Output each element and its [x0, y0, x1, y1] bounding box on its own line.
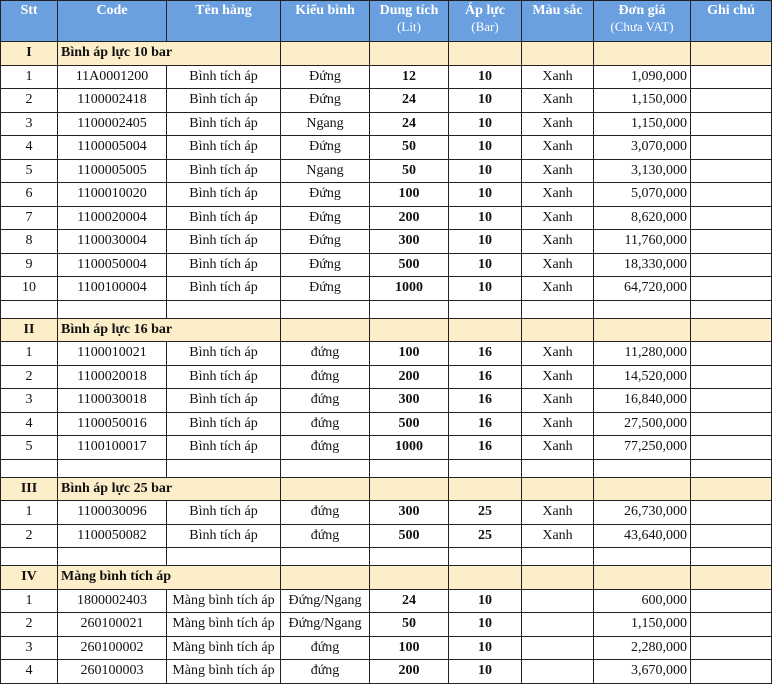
note-cell	[691, 501, 772, 525]
empty-cell	[691, 318, 772, 342]
capacity-cell: 200	[370, 365, 449, 389]
code-cell: 1100010020	[58, 183, 167, 207]
capacity-cell: 300	[370, 501, 449, 525]
section-title: Bình áp lực 16 bar	[58, 318, 281, 342]
price-cell: 1,090,000	[594, 65, 691, 89]
code-cell: 1100010021	[58, 342, 167, 366]
stt-cell: 3	[1, 389, 58, 413]
code-cell: 1100002418	[58, 89, 167, 113]
note-cell	[691, 159, 772, 183]
color-cell: Xanh	[522, 159, 594, 183]
pressure-cell: 16	[449, 436, 522, 460]
price-cell: 3,130,000	[594, 159, 691, 183]
pressure-cell: 10	[449, 112, 522, 136]
color-cell: Xanh	[522, 412, 594, 436]
price-cell: 43,640,000	[594, 524, 691, 548]
type-cell: Đứng	[281, 230, 370, 254]
empty-cell	[281, 548, 370, 566]
note-cell	[691, 89, 772, 113]
header-price: Đơn giá (Chưa VAT)	[594, 1, 691, 42]
name-cell: Bình tích áp	[167, 524, 281, 548]
type-cell: Ngang	[281, 159, 370, 183]
price-cell: 5,070,000	[594, 183, 691, 207]
table-row	[1, 342, 772, 366]
capacity-cell: 100	[370, 342, 449, 366]
section-title: Bình áp lực 10 bar	[58, 42, 281, 66]
pressure-cell: 16	[449, 389, 522, 413]
capacity-cell: 100	[370, 183, 449, 207]
empty-cell	[167, 548, 281, 566]
empty-cell	[281, 300, 370, 318]
stt-cell: 3	[1, 636, 58, 660]
empty-cell	[594, 548, 691, 566]
stt-cell: 2	[1, 89, 58, 113]
empty-cell	[691, 548, 772, 566]
code-cell: 1100100017	[58, 436, 167, 460]
capacity-cell: 1000	[370, 436, 449, 460]
price-cell: 26,730,000	[594, 501, 691, 525]
pressure-cell: 10	[449, 89, 522, 113]
note-cell	[691, 412, 772, 436]
pressure-cell: 10	[449, 136, 522, 160]
header-color: Màu sắc	[522, 1, 594, 42]
empty-cell	[594, 300, 691, 318]
header-code: Code	[58, 1, 167, 42]
name-cell: Bình tích áp	[167, 365, 281, 389]
empty-cell	[370, 300, 449, 318]
header-price-note: (Chưa VAT)	[610, 19, 674, 34]
capacity-cell: 200	[370, 206, 449, 230]
note-cell	[691, 230, 772, 254]
stt-cell: 2	[1, 365, 58, 389]
pressure-cell: 10	[449, 183, 522, 207]
stt-cell: 6	[1, 183, 58, 207]
price-cell: 18,330,000	[594, 253, 691, 277]
empty-cell	[370, 566, 449, 590]
empty-cell	[594, 459, 691, 477]
color-cell: Xanh	[522, 65, 594, 89]
table-row	[1, 365, 772, 389]
color-cell: Xanh	[522, 389, 594, 413]
capacity-cell: 500	[370, 253, 449, 277]
note-cell	[691, 65, 772, 89]
color-cell: Xanh	[522, 436, 594, 460]
table-row	[1, 230, 772, 254]
empty-cell	[522, 300, 594, 318]
stt-cell: 1	[1, 589, 58, 613]
price-cell: 1,150,000	[594, 613, 691, 637]
type-cell: đứng	[281, 524, 370, 548]
stt-cell: 2	[1, 524, 58, 548]
price-cell: 16,840,000	[594, 389, 691, 413]
capacity-cell: 1000	[370, 277, 449, 301]
empty-cell	[281, 566, 370, 590]
pressure-cell: 16	[449, 365, 522, 389]
color-cell: Xanh	[522, 112, 594, 136]
note-cell	[691, 112, 772, 136]
code-cell: 1100020018	[58, 365, 167, 389]
stt-cell: 5	[1, 436, 58, 460]
pressure-cell: 10	[449, 253, 522, 277]
table-row	[1, 136, 772, 160]
color-cell: Xanh	[522, 524, 594, 548]
empty-cell	[594, 318, 691, 342]
name-cell: Bình tích áp	[167, 183, 281, 207]
empty-cell	[58, 548, 167, 566]
empty-cell	[370, 548, 449, 566]
name-cell: Bình tích áp	[167, 412, 281, 436]
price-cell: 600,000	[594, 589, 691, 613]
empty-cell	[691, 42, 772, 66]
price-cell: 64,720,000	[594, 277, 691, 301]
stt-cell: 1	[1, 501, 58, 525]
note-cell	[691, 389, 772, 413]
color-cell: Xanh	[522, 365, 594, 389]
table-row	[1, 524, 772, 548]
type-cell: đứng	[281, 436, 370, 460]
table-row	[1, 436, 772, 460]
table-row	[1, 277, 772, 301]
empty-cell	[594, 42, 691, 66]
empty-cell	[281, 459, 370, 477]
price-cell: 14,520,000	[594, 365, 691, 389]
note-cell	[691, 365, 772, 389]
stt-cell: 4	[1, 660, 58, 684]
header-row	[1, 1, 772, 42]
note-cell	[691, 660, 772, 684]
pressure-cell: 10	[449, 206, 522, 230]
pressure-cell: 10	[449, 277, 522, 301]
capacity-cell: 500	[370, 524, 449, 548]
name-cell: Bình tích áp	[167, 342, 281, 366]
stt-cell: 4	[1, 136, 58, 160]
color-cell: Xanh	[522, 89, 594, 113]
section-header-row	[1, 477, 772, 501]
empty-cell	[522, 318, 594, 342]
stt-cell: 9	[1, 253, 58, 277]
color-cell	[522, 613, 594, 637]
pressure-cell: 10	[449, 589, 522, 613]
price-cell: 11,760,000	[594, 230, 691, 254]
empty-cell	[370, 477, 449, 501]
header-capacity: Dung tích (Lit)	[370, 1, 449, 42]
code-cell: 1100050082	[58, 524, 167, 548]
capacity-cell: 24	[370, 112, 449, 136]
code-cell: 260100003	[58, 660, 167, 684]
note-cell	[691, 436, 772, 460]
empty-cell	[691, 566, 772, 590]
pressure-cell: 10	[449, 660, 522, 684]
color-cell: Xanh	[522, 342, 594, 366]
empty-cell	[167, 459, 281, 477]
name-cell: Bình tích áp	[167, 277, 281, 301]
pressure-cell: 10	[449, 65, 522, 89]
capacity-cell: 500	[370, 412, 449, 436]
pressure-cell: 25	[449, 501, 522, 525]
capacity-cell: 300	[370, 389, 449, 413]
empty-cell	[1, 548, 58, 566]
empty-cell	[370, 318, 449, 342]
type-cell: Đứng/Ngang	[281, 613, 370, 637]
stt-cell: 10	[1, 277, 58, 301]
note-cell	[691, 277, 772, 301]
code-cell: 1100002405	[58, 112, 167, 136]
name-cell: Bình tích áp	[167, 159, 281, 183]
color-cell	[522, 636, 594, 660]
type-cell: Đứng	[281, 89, 370, 113]
name-cell: Bình tích áp	[167, 206, 281, 230]
name-cell: Bình tích áp	[167, 389, 281, 413]
table-row	[1, 65, 772, 89]
color-cell	[522, 589, 594, 613]
empty-cell	[522, 477, 594, 501]
spacer-row	[1, 300, 772, 318]
price-cell: 1,150,000	[594, 112, 691, 136]
table-header	[1, 1, 772, 42]
empty-cell	[449, 548, 522, 566]
stt-cell: 8	[1, 230, 58, 254]
stt-cell: 5	[1, 159, 58, 183]
note-cell	[691, 206, 772, 230]
code-cell: 1100100004	[58, 277, 167, 301]
spacer-row	[1, 459, 772, 477]
price-cell: 27,500,000	[594, 412, 691, 436]
empty-cell	[522, 42, 594, 66]
stt-cell: 1	[1, 65, 58, 89]
code-cell: 1100020004	[58, 206, 167, 230]
section-title: Màng bình tích áp	[58, 566, 281, 590]
capacity-cell: 200	[370, 660, 449, 684]
section-number: I	[1, 42, 58, 66]
header-pressure: Áp lực (Bar)	[449, 1, 522, 42]
stt-cell: 2	[1, 613, 58, 637]
empty-cell	[449, 477, 522, 501]
header-type: Kiểu bình	[281, 1, 370, 42]
section-title: Bình áp lực 25 bar	[58, 477, 281, 501]
empty-cell	[449, 566, 522, 590]
table-row	[1, 412, 772, 436]
empty-cell	[370, 42, 449, 66]
table-row	[1, 589, 772, 613]
name-cell: Bình tích áp	[167, 501, 281, 525]
type-cell: Đứng	[281, 183, 370, 207]
empty-cell	[370, 459, 449, 477]
capacity-cell: 50	[370, 613, 449, 637]
table-row	[1, 183, 772, 207]
pressure-cell: 25	[449, 524, 522, 548]
table-body	[1, 42, 772, 684]
code-cell: 1800002403	[58, 589, 167, 613]
type-cell: đứng	[281, 412, 370, 436]
type-cell: đứng	[281, 660, 370, 684]
note-cell	[691, 183, 772, 207]
name-cell: Bình tích áp	[167, 65, 281, 89]
type-cell: đứng	[281, 501, 370, 525]
name-cell: Màng bình tích áp	[167, 613, 281, 637]
section-header-row	[1, 42, 772, 66]
pressure-cell: 10	[449, 636, 522, 660]
price-cell: 11,280,000	[594, 342, 691, 366]
type-cell: đứng	[281, 389, 370, 413]
code-cell: 1100005005	[58, 159, 167, 183]
pressure-cell: 16	[449, 342, 522, 366]
note-cell	[691, 589, 772, 613]
empty-cell	[449, 318, 522, 342]
color-cell: Xanh	[522, 253, 594, 277]
empty-cell	[691, 300, 772, 318]
stt-cell: 1	[1, 342, 58, 366]
stt-cell: 3	[1, 112, 58, 136]
empty-cell	[1, 300, 58, 318]
table-row	[1, 660, 772, 684]
code-cell: 1100005004	[58, 136, 167, 160]
name-cell: Màng bình tích áp	[167, 660, 281, 684]
type-cell: Đứng	[281, 206, 370, 230]
empty-cell	[167, 300, 281, 318]
capacity-cell: 24	[370, 89, 449, 113]
color-cell: Xanh	[522, 277, 594, 301]
table-row	[1, 501, 772, 525]
empty-cell	[449, 459, 522, 477]
note-cell	[691, 613, 772, 637]
empty-cell	[449, 42, 522, 66]
section-number: II	[1, 318, 58, 342]
table-row	[1, 206, 772, 230]
name-cell: Màng bình tích áp	[167, 636, 281, 660]
color-cell: Xanh	[522, 501, 594, 525]
color-cell: Xanh	[522, 136, 594, 160]
pressure-cell: 10	[449, 230, 522, 254]
section-number: III	[1, 477, 58, 501]
code-cell: 260100002	[58, 636, 167, 660]
empty-cell	[1, 459, 58, 477]
empty-cell	[594, 477, 691, 501]
code-cell: 1100050004	[58, 253, 167, 277]
type-cell: đứng	[281, 342, 370, 366]
code-cell: 11A0001200	[58, 65, 167, 89]
empty-cell	[58, 300, 167, 318]
note-cell	[691, 636, 772, 660]
stt-cell: 4	[1, 412, 58, 436]
empty-cell	[281, 42, 370, 66]
color-cell: Xanh	[522, 206, 594, 230]
name-cell: Bình tích áp	[167, 230, 281, 254]
name-cell: Màng bình tích áp	[167, 589, 281, 613]
header-capacity-unit: (Lit)	[397, 19, 421, 34]
empty-cell	[522, 566, 594, 590]
empty-cell	[691, 477, 772, 501]
price-cell: 8,620,000	[594, 206, 691, 230]
type-cell: Ngang	[281, 112, 370, 136]
table-row	[1, 636, 772, 660]
stt-cell: 7	[1, 206, 58, 230]
capacity-cell: 12	[370, 65, 449, 89]
empty-cell	[58, 459, 167, 477]
pressure-cell: 16	[449, 412, 522, 436]
table-row	[1, 159, 772, 183]
capacity-cell: 100	[370, 636, 449, 660]
color-cell: Xanh	[522, 230, 594, 254]
empty-cell	[522, 548, 594, 566]
section-header-row	[1, 318, 772, 342]
note-cell	[691, 342, 772, 366]
code-cell: 1100030004	[58, 230, 167, 254]
name-cell: Bình tích áp	[167, 112, 281, 136]
empty-cell	[281, 477, 370, 501]
header-pressure-unit: (Bar)	[471, 19, 499, 34]
table-row	[1, 389, 772, 413]
note-cell	[691, 253, 772, 277]
table-row	[1, 112, 772, 136]
price-cell: 3,670,000	[594, 660, 691, 684]
note-cell	[691, 524, 772, 548]
price-cell: 1,150,000	[594, 89, 691, 113]
name-cell: Bình tích áp	[167, 253, 281, 277]
empty-cell	[281, 318, 370, 342]
section-header-row	[1, 566, 772, 590]
capacity-cell: 50	[370, 136, 449, 160]
type-cell: Đứng	[281, 277, 370, 301]
type-cell: đứng	[281, 636, 370, 660]
price-cell: 2,280,000	[594, 636, 691, 660]
code-cell: 1100050016	[58, 412, 167, 436]
header-note: Ghi chú	[691, 1, 772, 42]
empty-cell	[691, 459, 772, 477]
header-stt: Stt	[1, 1, 58, 42]
header-name: Tên hàng	[167, 1, 281, 42]
price-cell: 77,250,000	[594, 436, 691, 460]
table-row	[1, 89, 772, 113]
capacity-cell: 50	[370, 159, 449, 183]
type-cell: Đứng/Ngang	[281, 589, 370, 613]
code-cell: 1100030018	[58, 389, 167, 413]
spacer-row	[1, 548, 772, 566]
type-cell: Đứng	[281, 253, 370, 277]
capacity-cell: 24	[370, 589, 449, 613]
empty-cell	[449, 300, 522, 318]
color-cell: Xanh	[522, 183, 594, 207]
color-cell	[522, 660, 594, 684]
type-cell: Đứng	[281, 65, 370, 89]
table-row	[1, 613, 772, 637]
pressure-cell: 10	[449, 159, 522, 183]
table-row	[1, 253, 772, 277]
empty-cell	[594, 566, 691, 590]
name-cell: Bình tích áp	[167, 136, 281, 160]
type-cell: đứng	[281, 365, 370, 389]
empty-cell	[522, 459, 594, 477]
note-cell	[691, 136, 772, 160]
code-cell: 1100030096	[58, 501, 167, 525]
name-cell: Bình tích áp	[167, 436, 281, 460]
code-cell: 260100021	[58, 613, 167, 637]
name-cell: Bình tích áp	[167, 89, 281, 113]
type-cell: Đứng	[281, 136, 370, 160]
pressure-cell: 10	[449, 613, 522, 637]
capacity-cell: 300	[370, 230, 449, 254]
section-number: IV	[1, 566, 58, 590]
price-cell: 3,070,000	[594, 136, 691, 160]
